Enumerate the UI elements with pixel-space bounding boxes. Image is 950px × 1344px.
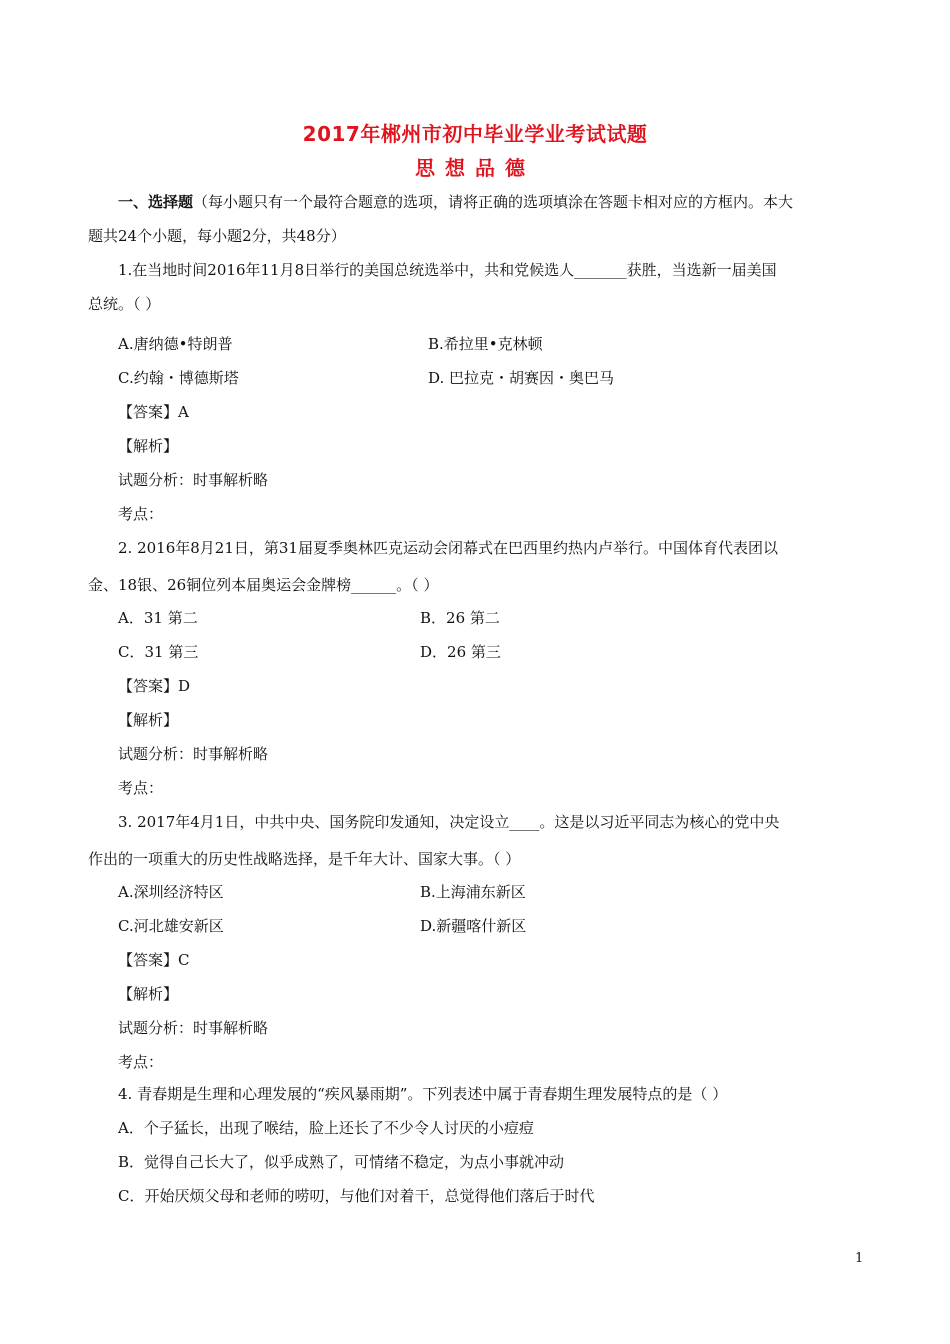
question-2-option-c: C．31 第三 xyxy=(118,643,199,661)
question-2-option-d: D．26 第三 xyxy=(420,643,501,661)
question-2-jiexi: 【解析】 xyxy=(118,711,179,729)
question-1-answer: 【答案】A xyxy=(118,403,189,421)
question-1-analysis: 试题分析：时事解析略 xyxy=(118,471,269,489)
question-3-option-a: A.深圳经济特区 xyxy=(118,883,224,901)
question-4-stem: 4. 青春期是生理和心理发展的“疾风暴雨期”。下列表述中属于青春期生理发展特点的是（ ） xyxy=(118,1085,728,1103)
section-header xyxy=(118,192,898,212)
question-1-kaodian: 考点： xyxy=(118,505,164,523)
question-4-option-c: C．开始厌烦父母和老师的唠叨，与他们对着干，总觉得他们落后于时代 xyxy=(118,1187,595,1205)
section-instructions-cont: 题共24个小题，每小题2分，共48分） xyxy=(88,227,346,245)
question-2-analysis: 试题分析：时事解析略 xyxy=(118,745,269,763)
question-1-jiexi: 【解析】 xyxy=(118,437,179,455)
section-instructions: （每小题只有一个最符合题意的选项，请将正确的选项填涂在答题卡相对应的方框内。本大 xyxy=(193,193,794,211)
question-2-stem: 2. 2016年8月21日，第31届夏季奥林匹克运动会闭幕式在巴西里约热内卢举行。中国体育代表团以 xyxy=(118,539,778,557)
question-4-option-a: A．个子猛长，出现了喉结，脸上还长了不少令人讨厌的小痘痘 xyxy=(118,1119,534,1137)
question-2-stem-cont: 金、18银、26铜位列本届奥运会金牌榜______。（ ） xyxy=(88,576,439,594)
subject-title: 思想品德 xyxy=(415,156,535,180)
question-3-jiexi: 【解析】 xyxy=(118,985,179,1003)
question-3-stem: 3. 2017年4月1日，中共中央、国务院印发通知，决定设立____。这是以习近平同志为核心的党中央 xyxy=(118,813,780,831)
question-1-option-c: C.约翰・博德斯塔 xyxy=(118,369,239,387)
section-label: 一、选择题 xyxy=(118,193,194,211)
question-3-analysis: 试题分析：时事解析略 xyxy=(118,1019,269,1037)
question-1-stem: 1.在当地时间2016年11月8日举行的美国总统选举中，共和党候选人_______获胜，当选新一届美国 xyxy=(118,261,777,279)
question-2-answer: 【答案】D xyxy=(118,677,191,695)
exam-title: 2017年郴州市初中毕业学业考试试题 xyxy=(302,122,648,146)
page-number: 1 xyxy=(855,1251,864,1266)
question-3-answer: 【答案】C xyxy=(118,951,190,969)
question-1-option-b: B.希拉里•克林顿 xyxy=(428,335,543,353)
question-4-option-b: B．觉得自己长大了，似乎成熟了，可情绪不稳定，为点小事就冲动 xyxy=(118,1153,565,1171)
question-1-option-a: A.唐纳德•特朗普 xyxy=(118,335,233,353)
question-3-kaodian: 考点： xyxy=(118,1053,164,1071)
question-3-option-d: D.新疆喀什新区 xyxy=(420,917,527,935)
question-2-option-a: A．31 第二 xyxy=(118,609,198,627)
question-3-stem-cont: 作出的一项重大的历史性战略选择，是千年大计、国家大事。（ ） xyxy=(88,850,521,868)
question-1-stem-cont: 总统。（ ） xyxy=(88,295,161,313)
question-1-option-d: D. 巴拉克・胡赛因・奥巴马 xyxy=(428,369,615,387)
question-2-option-b: B．26 第二 xyxy=(420,609,500,627)
question-2-kaodian: 考点： xyxy=(118,779,164,797)
question-3-option-b: B.上海浦东新区 xyxy=(420,883,526,901)
question-3-option-c: C.河北雄安新区 xyxy=(118,917,224,935)
